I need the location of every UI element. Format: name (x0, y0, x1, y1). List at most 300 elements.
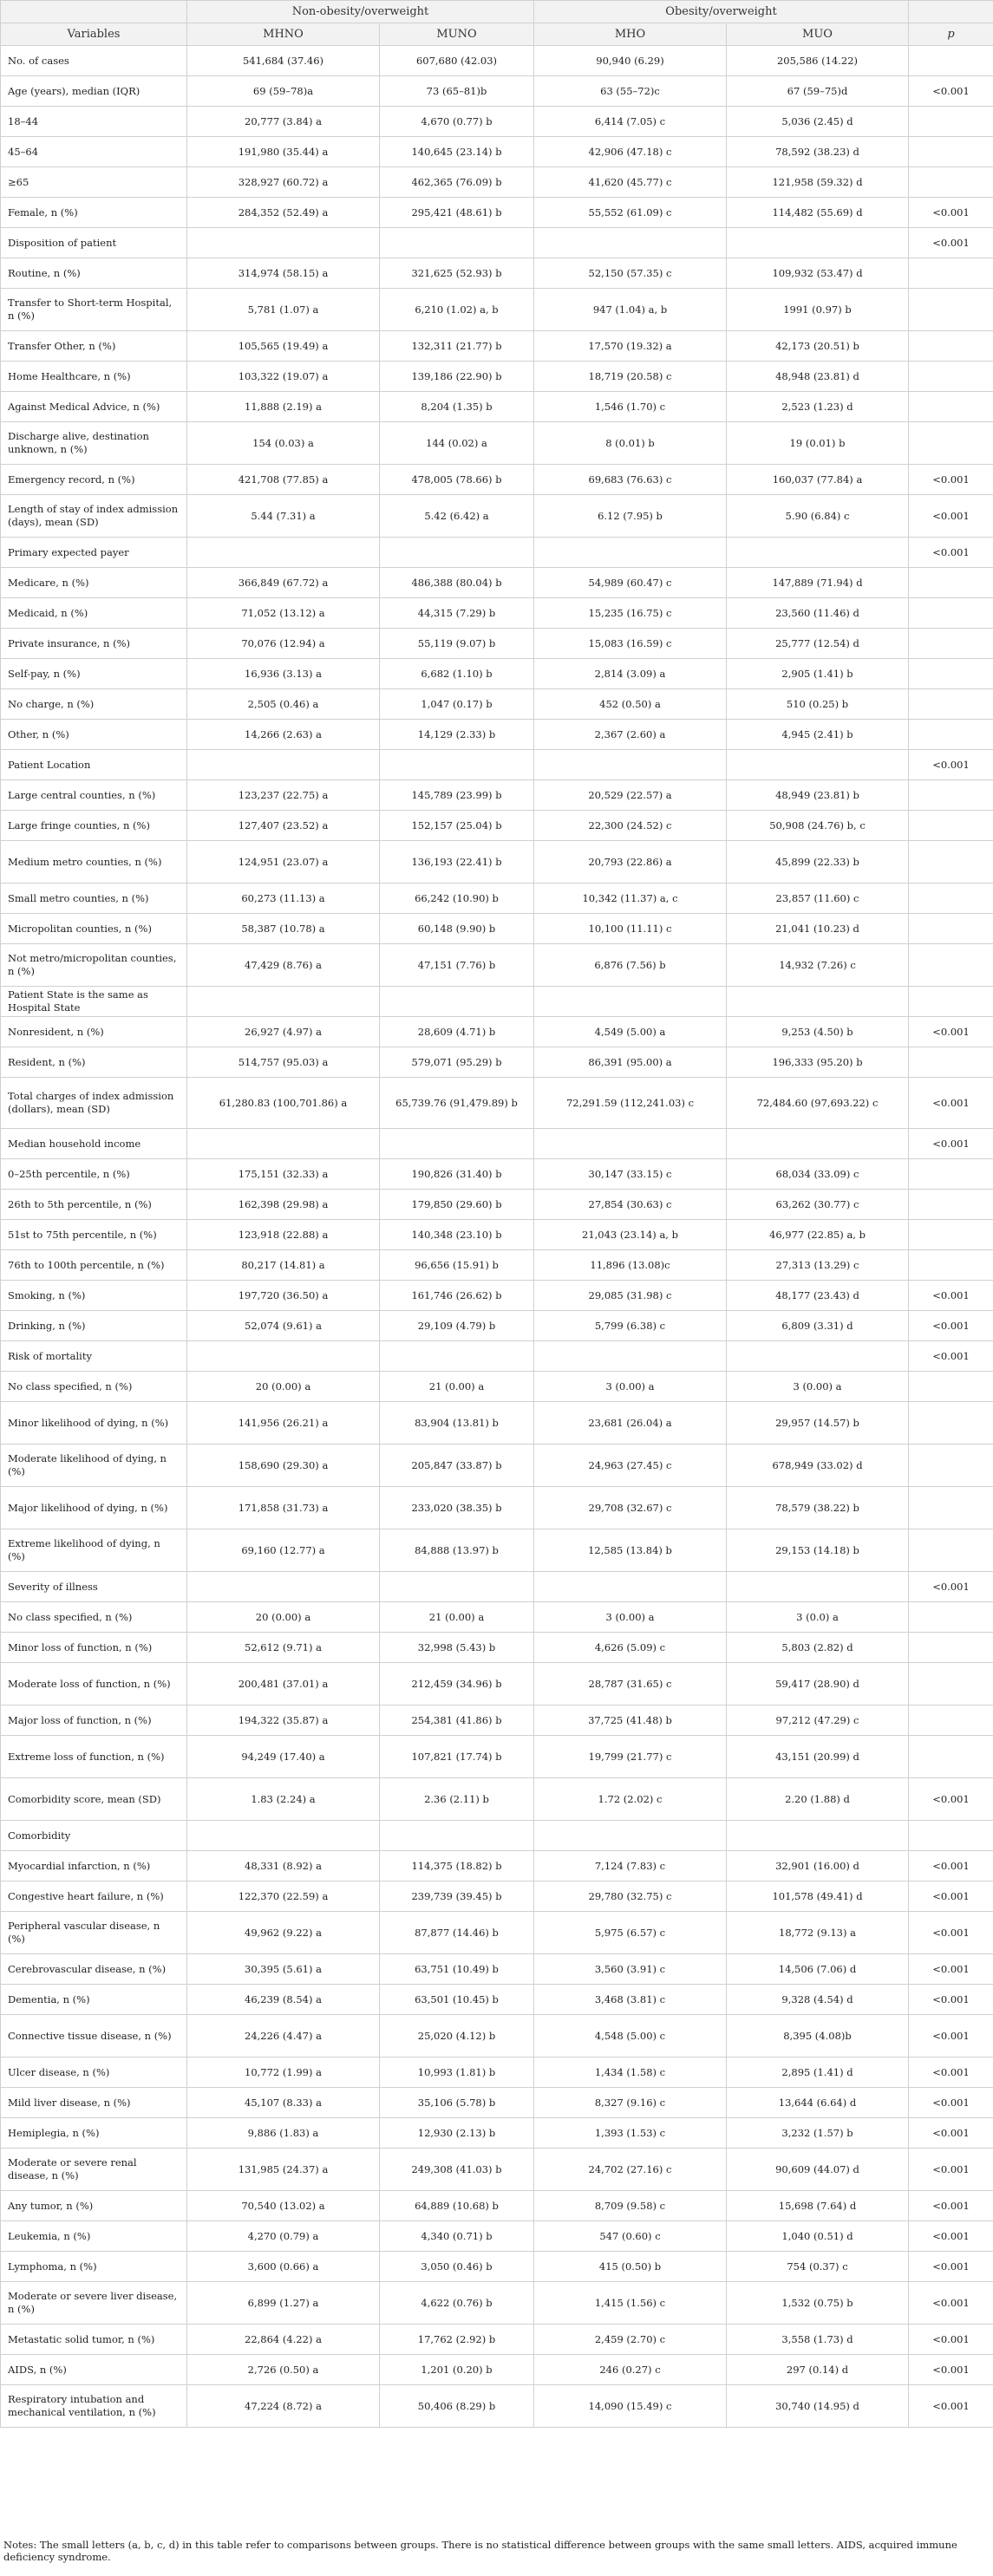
row-label: Patient Location (1, 750, 187, 780)
cell-mhno: 141,956 (26.21) a (187, 1402, 380, 1445)
cell-muo: 114,482 (55.69) d (727, 198, 909, 228)
header-muo: MUO (727, 23, 909, 46)
row-label: Metastatic solid tumor, n (%) (1, 2325, 187, 2355)
cell-muno: 17,762 (2.92) b (380, 2325, 534, 2355)
cell-p-value: <0.001 (909, 198, 993, 228)
table-body (1, 46, 993, 2428)
cell-mhno: 10,772 (1.99) a (187, 2058, 380, 2088)
cell-muo: 754 (0.37) c (727, 2252, 909, 2282)
cell-muno: 139,186 (22.90) b (380, 362, 534, 392)
cell-muno: 87,877 (14.46) b (380, 1912, 534, 1954)
cell-muno: 179,850 (29.60) b (380, 1190, 534, 1220)
cell-muno: 73 (65–81)b (380, 76, 534, 107)
cell-muno: 44,315 (7.29) b (380, 598, 534, 629)
table-row (1, 841, 993, 884)
cell-muno: 205,847 (33.87) b (380, 1445, 534, 1487)
cell-mho: 52,150 (57.35) c (534, 258, 727, 289)
row-label: Transfer to Short-term Hospital, n (%) (1, 289, 187, 331)
cell-mho: 10,342 (11.37) a, c (534, 884, 727, 914)
cell-muo: 23,857 (11.60) c (727, 884, 909, 914)
row-label: Private insurance, n (%) (1, 629, 187, 659)
cell-mho: 24,963 (27.45) c (534, 1445, 727, 1487)
table-row (1, 331, 993, 362)
cell-mho: 27,854 (30.63) c (534, 1190, 727, 1220)
table-row (1, 1402, 993, 1445)
cell-mhno (187, 1572, 380, 1602)
cell-muno: 14,129 (2.33) b (380, 720, 534, 750)
row-label: Leukemia, n (%) (1, 2221, 187, 2252)
cell-muno: 212,459 (34.96) b (380, 1663, 534, 1705)
cell-p-value (909, 1487, 993, 1529)
cell-p-value (909, 1445, 993, 1487)
cell-mho: 72,291.59 (112,241.03) c (534, 1078, 727, 1129)
row-label: Self-pay, n (%) (1, 659, 187, 689)
cell-mhno: 20,777 (3.84) a (187, 107, 380, 137)
table-row (1, 2088, 993, 2118)
cell-muno: 132,311 (21.77) b (380, 331, 534, 362)
cell-mhno: 541,684 (37.46) (187, 46, 380, 76)
cell-mhno: 5,781 (1.07) a (187, 289, 380, 331)
cell-muno (380, 228, 534, 258)
cell-muo: 1991 (0.97) b (727, 289, 909, 331)
cell-mhno: 171,858 (31.73) a (187, 1487, 380, 1529)
row-label: Against Medical Advice, n (%) (1, 392, 187, 422)
cell-muo: 5,803 (2.82) d (727, 1633, 909, 1663)
cell-p-value (909, 1159, 993, 1190)
cell-mho (534, 1341, 727, 1372)
header-mho: MHO (534, 23, 727, 46)
table-row (1, 1881, 993, 1912)
cell-muo: 18,772 (9.13) a (727, 1912, 909, 1954)
cell-mhno: 175,151 (32.33) a (187, 1159, 380, 1190)
row-label: Risk of mortality (1, 1341, 187, 1372)
cell-mho: 8 (0.01) b (534, 422, 727, 465)
cell-p-value: <0.001 (909, 495, 993, 538)
table-row (1, 137, 993, 167)
cell-muno: 478,005 (78.66) b (380, 465, 534, 495)
cell-p-value: <0.001 (909, 538, 993, 568)
cell-muno: 83,904 (13.81) b (380, 1402, 534, 1445)
cell-muno: 64,889 (10.68) b (380, 2191, 534, 2221)
cell-muno: 84,888 (13.97) b (380, 1529, 534, 1572)
cell-muo: 2,905 (1.41) b (727, 659, 909, 689)
cell-mhno: 70,076 (12.94) a (187, 629, 380, 659)
cell-mho: 18,719 (20.58) c (534, 362, 727, 392)
cell-muo: 5.90 (6.84) c (727, 495, 909, 538)
cell-p-value: <0.001 (909, 750, 993, 780)
cell-muo: 27,313 (13.29) c (727, 1250, 909, 1281)
cell-muo: 4,945 (2.41) b (727, 720, 909, 750)
cell-muo (727, 750, 909, 780)
cell-muno: 140,645 (23.14) b (380, 137, 534, 167)
cell-mho: 3,560 (3.91) c (534, 1954, 727, 1985)
cell-mhno: 47,224 (8.72) a (187, 2385, 380, 2428)
row-label: Total charges of index admission (dollars), mean (SD) (1, 1078, 187, 1129)
cell-muno: 607,680 (42.03) (380, 46, 534, 76)
table-row (1, 720, 993, 750)
cell-mho: 2,367 (2.60) a (534, 720, 727, 750)
cell-p-value: <0.001 (909, 2325, 993, 2355)
cell-muo: 147,889 (71.94) d (727, 568, 909, 598)
row-label: Length of stay of index admission (days), mean (SD) (1, 495, 187, 538)
cell-p-value (909, 689, 993, 720)
row-label: No class specified, n (%) (1, 1602, 187, 1633)
cell-mhno: 24,226 (4.47) a (187, 2015, 380, 2058)
table-row (1, 2325, 993, 2355)
table-row (1, 46, 993, 76)
cell-mhno: 421,708 (77.85) a (187, 465, 380, 495)
cell-muo: 63,262 (30.77) c (727, 1190, 909, 1220)
row-label: Severity of illness (1, 1572, 187, 1602)
cell-mho: 4,626 (5.09) c (534, 1633, 727, 1663)
cell-p-value: <0.001 (909, 2015, 993, 2058)
header-p (909, 23, 993, 46)
row-label: 76th to 100th percentile, n (%) (1, 1250, 187, 1281)
table-row (1, 1851, 993, 1881)
table-row (1, 1778, 993, 1821)
cell-mhno: 6,899 (1.27) a (187, 2282, 380, 2325)
row-label: Hemiplegia, n (%) (1, 2118, 187, 2149)
table-row (1, 1912, 993, 1954)
cell-mhno: 122,370 (22.59) a (187, 1881, 380, 1912)
cell-mhno: 60,273 (11.13) a (187, 884, 380, 914)
table-row (1, 944, 993, 987)
table-row (1, 568, 993, 598)
cell-p-value: <0.001 (909, 1311, 993, 1341)
row-label: Lymphoma, n (%) (1, 2252, 187, 2282)
cell-mho: 28,787 (31.65) c (534, 1663, 727, 1705)
cell-muno: 60,148 (9.90) b (380, 914, 534, 944)
cell-mhno: 52,612 (9.71) a (187, 1633, 380, 1663)
row-label: Mild liver disease, n (%) (1, 2088, 187, 2118)
table-row (1, 362, 993, 392)
cell-mho: 4,548 (5.00) c (534, 2015, 727, 2058)
cell-muo (727, 228, 909, 258)
cell-mhno: 20 (0.00) a (187, 1602, 380, 1633)
table-row (1, 392, 993, 422)
cell-p-value (909, 1705, 993, 1736)
table-row (1, 1220, 993, 1250)
cell-mho: 69,683 (76.63) c (534, 465, 727, 495)
cell-mho: 6.12 (7.95) b (534, 495, 727, 538)
cell-muno: 3,050 (0.46) b (380, 2252, 534, 2282)
cell-mhno: 366,849 (67.72) a (187, 568, 380, 598)
table-row (1, 2058, 993, 2088)
row-label: Extreme loss of function, n (%) (1, 1736, 187, 1778)
row-label: Moderate likelihood of dying, n (%) (1, 1445, 187, 1487)
cell-muno (380, 1341, 534, 1372)
cell-mhno: 4,270 (0.79) a (187, 2221, 380, 2252)
row-label: Micropolitan counties, n (%) (1, 914, 187, 944)
table-row (1, 598, 993, 629)
cell-p-value (909, 659, 993, 689)
cell-p-value: <0.001 (909, 76, 993, 107)
cell-muo: 3 (0.0) a (727, 1602, 909, 1633)
table-row (1, 495, 993, 538)
cell-p-value (909, 1402, 993, 1445)
cell-muo: 50,908 (24.76) b, c (727, 811, 909, 841)
cell-muo: 5,036 (2.45) d (727, 107, 909, 137)
cell-p-value: <0.001 (909, 1078, 993, 1129)
cell-muno: 55,119 (9.07) b (380, 629, 534, 659)
cell-muo (727, 1341, 909, 1372)
cell-mho (534, 1821, 727, 1851)
cell-p-value (909, 137, 993, 167)
cell-muo: 43,151 (20.99) d (727, 1736, 909, 1778)
cell-muo: 196,333 (95.20) b (727, 1047, 909, 1078)
row-label: Extreme likelihood of dying, n (%) (1, 1529, 187, 1572)
cell-mho: 5,799 (6.38) c (534, 1311, 727, 1341)
cell-mho: 1,546 (1.70) c (534, 392, 727, 422)
cell-muno: 144 (0.02) a (380, 422, 534, 465)
cell-muo: 9,253 (4.50) b (727, 1017, 909, 1047)
cell-muno: 4,622 (0.76) b (380, 2282, 534, 2325)
cell-muno: 21 (0.00) a (380, 1602, 534, 1633)
cell-mhno: 194,322 (35.87) a (187, 1705, 380, 1736)
cell-muno: 29,109 (4.79) b (380, 1311, 534, 1341)
cell-muo: 21,041 (10.23) d (727, 914, 909, 944)
cell-mhno: 328,927 (60.72) a (187, 167, 380, 198)
cell-mhno: 162,398 (29.98) a (187, 1190, 380, 1220)
cell-mhno: 131,985 (24.37) a (187, 2149, 380, 2191)
cell-mhno: 69,160 (12.77) a (187, 1529, 380, 1572)
cell-p-value (909, 914, 993, 944)
table-row (1, 2252, 993, 2282)
cell-mhno: 103,322 (19.07) a (187, 362, 380, 392)
cell-muno: 47,151 (7.76) b (380, 944, 534, 987)
row-label: Small metro counties, n (%) (1, 884, 187, 914)
table-row (1, 2221, 993, 2252)
cell-p-value: <0.001 (909, 1281, 993, 1311)
table-row (1, 629, 993, 659)
table-row (1, 1047, 993, 1078)
cell-mhno (187, 987, 380, 1017)
row-label: Not metro/micropolitan counties, n (%) (1, 944, 187, 987)
cell-mho: 2,459 (2.70) c (534, 2325, 727, 2355)
cell-mhno: 1.83 (2.24) a (187, 1778, 380, 1821)
cell-muo: 90,609 (44.07) d (727, 2149, 909, 2191)
cell-mhno (187, 1341, 380, 1372)
cell-mho: 14,090 (15.49) c (534, 2385, 727, 2428)
row-label: Congestive heart failure, n (%) (1, 1881, 187, 1912)
cell-muo: 13,644 (6.64) d (727, 2088, 909, 2118)
row-label: Emergency record, n (%) (1, 465, 187, 495)
cell-mho: 6,414 (7.05) c (534, 107, 727, 137)
cell-mho: 29,085 (31.98) c (534, 1281, 727, 1311)
cell-muno: 190,826 (31.40) b (380, 1159, 534, 1190)
cell-muo: 2,895 (1.41) d (727, 2058, 909, 2088)
table-row (1, 914, 993, 944)
cell-p-value (909, 987, 993, 1017)
row-label: Smoking, n (%) (1, 1281, 187, 1311)
row-label: Major loss of function, n (%) (1, 1705, 187, 1736)
cell-p-value: <0.001 (909, 2385, 993, 2428)
cell-muno: 25,020 (4.12) b (380, 2015, 534, 2058)
cell-mhno: 47,429 (8.76) a (187, 944, 380, 987)
row-label: 18–44 (1, 107, 187, 137)
cell-mhno: 14,266 (2.63) a (187, 720, 380, 750)
cell-mho (534, 987, 727, 1017)
cell-muno: 579,071 (95.29) b (380, 1047, 534, 1078)
cell-p-value (909, 629, 993, 659)
cell-muo (727, 538, 909, 568)
table-row (1, 689, 993, 720)
cell-p-value: <0.001 (909, 1778, 993, 1821)
cell-p-value: <0.001 (909, 1129, 993, 1159)
table-row (1, 1445, 993, 1487)
cell-p-value (909, 1190, 993, 1220)
table-row (1, 2282, 993, 2325)
cell-mhno: 123,237 (22.75) a (187, 780, 380, 811)
table-row (1, 1487, 993, 1529)
table-row (1, 1190, 993, 1220)
table-row (1, 1281, 993, 1311)
cell-mhno: 127,407 (23.52) a (187, 811, 380, 841)
cell-mhno: 200,481 (37.01) a (187, 1663, 380, 1705)
cell-muo: 97,212 (47.29) c (727, 1705, 909, 1736)
cell-muo: 205,586 (14.22) (727, 46, 909, 76)
row-label: Large central counties, n (%) (1, 780, 187, 811)
cell-muno: 2.36 (2.11) b (380, 1778, 534, 1821)
row-label: No charge, n (%) (1, 689, 187, 720)
row-label: Resident, n (%) (1, 1047, 187, 1078)
cell-p-value (909, 46, 993, 76)
cell-mhno: 123,918 (22.88) a (187, 1220, 380, 1250)
cell-p-value: <0.001 (909, 1912, 993, 1954)
cell-muo: 59,417 (28.90) d (727, 1663, 909, 1705)
cell-mho: 11,896 (13.08)c (534, 1250, 727, 1281)
cell-p-value (909, 1602, 993, 1633)
cell-muno: 21 (0.00) a (380, 1372, 534, 1402)
row-label: Moderate loss of function, n (%) (1, 1663, 187, 1705)
header-variables: Variables (1, 23, 187, 46)
row-label: Comorbidity score, mean (SD) (1, 1778, 187, 1821)
cell-muo: 8,395 (4.08)b (727, 2015, 909, 2058)
cell-muno: 1,047 (0.17) b (380, 689, 534, 720)
row-label: Medicare, n (%) (1, 568, 187, 598)
table-row (1, 422, 993, 465)
cell-p-value (909, 1821, 993, 1851)
cell-muo: 78,579 (38.22) b (727, 1487, 909, 1529)
row-label: Routine, n (%) (1, 258, 187, 289)
cell-muno: 114,375 (18.82) b (380, 1851, 534, 1881)
table-row (1, 76, 993, 107)
cell-muo: 25,777 (12.54) d (727, 629, 909, 659)
cell-mho: 19,799 (21.77) c (534, 1736, 727, 1778)
cell-muo: 46,977 (22.85) a, b (727, 1220, 909, 1250)
cell-muno: 295,421 (48.61) b (380, 198, 534, 228)
header-row-groups (1, 1, 993, 23)
header-p-text: p (947, 28, 955, 41)
table-row (1, 289, 993, 331)
cell-muo: 6,809 (3.31) d (727, 1311, 909, 1341)
row-label: Disposition of patient (1, 228, 187, 258)
cell-muo: 30,740 (14.95) d (727, 2385, 909, 2428)
cell-muno: 249,308 (41.03) b (380, 2149, 534, 2191)
cell-mhno: 26,927 (4.97) a (187, 1017, 380, 1047)
cell-mho: 23,681 (26.04) a (534, 1402, 727, 1445)
table-row (1, 1341, 993, 1372)
table-row (1, 1633, 993, 1663)
cell-p-value: <0.001 (909, 1572, 993, 1602)
cell-p-value: <0.001 (909, 2355, 993, 2385)
cell-muno: 4,670 (0.77) b (380, 107, 534, 137)
cell-mhno: 30,395 (5.61) a (187, 1954, 380, 1985)
row-label: No. of cases (1, 46, 187, 76)
cell-mhno: 48,331 (8.92) a (187, 1851, 380, 1881)
cell-muno: 321,625 (52.93) b (380, 258, 534, 289)
row-label: Median household income (1, 1129, 187, 1159)
table-row (1, 884, 993, 914)
row-label: Dementia, n (%) (1, 1985, 187, 2015)
cell-p-value: <0.001 (909, 2191, 993, 2221)
cell-p-value (909, 362, 993, 392)
cell-p-value (909, 331, 993, 362)
cell-muno: 6,682 (1.10) b (380, 659, 534, 689)
cell-mho: 29,780 (32.75) c (534, 1881, 727, 1912)
row-label: Home Healthcare, n (%) (1, 362, 187, 392)
cell-mhno: 46,239 (8.54) a (187, 1985, 380, 2015)
table-row (1, 1372, 993, 1402)
cell-mhno (187, 1821, 380, 1851)
cell-muno: 239,739 (39.45) b (380, 1881, 534, 1912)
cell-mhno: 154 (0.03) a (187, 422, 380, 465)
cell-muo: 101,578 (49.41) d (727, 1881, 909, 1912)
cell-p-value (909, 167, 993, 198)
cell-mhno: 70,540 (13.02) a (187, 2191, 380, 2221)
row-label: 0–25th percentile, n (%) (1, 1159, 187, 1190)
cell-mho (534, 750, 727, 780)
cell-mho: 63 (55–72)c (534, 76, 727, 107)
cell-mhno: 2,726 (0.50) a (187, 2355, 380, 2385)
header-spacer (1, 1, 187, 23)
cell-p-value (909, 1372, 993, 1402)
cell-mho: 10,100 (11.11) c (534, 914, 727, 944)
cell-muo: 3 (0.00) a (727, 1372, 909, 1402)
cell-mhno: 514,757 (95.03) a (187, 1047, 380, 1078)
cell-mho: 21,043 (23.14) a, b (534, 1220, 727, 1250)
row-label: Large fringe counties, n (%) (1, 811, 187, 841)
cell-muno (380, 750, 534, 780)
table-row (1, 2118, 993, 2149)
cell-p-value: <0.001 (909, 228, 993, 258)
row-label: ≥65 (1, 167, 187, 198)
cell-p-value: <0.001 (909, 2149, 993, 2191)
cell-mhno: 124,951 (23.07) a (187, 841, 380, 884)
cell-mho: 15,083 (16.59) c (534, 629, 727, 659)
cell-p-value (909, 289, 993, 331)
cell-mho: 1,415 (1.56) c (534, 2282, 727, 2325)
cell-mhno: 45,107 (8.33) a (187, 2088, 380, 2118)
cell-p-value: <0.001 (909, 465, 993, 495)
cell-p-value (909, 780, 993, 811)
cell-mho (534, 228, 727, 258)
table-row (1, 987, 993, 1017)
table-row (1, 2149, 993, 2191)
cell-mhno: 61,280.83 (100,701.86) a (187, 1078, 380, 1129)
cell-p-value: <0.001 (909, 1341, 993, 1372)
table-row (1, 1985, 993, 2015)
header-group-obese: Obesity/overweight (534, 1, 909, 23)
cell-mho: 1.72 (2.02) c (534, 1778, 727, 1821)
cell-mho: 8,709 (9.58) c (534, 2191, 727, 2221)
cell-mho: 41,620 (45.77) c (534, 167, 727, 198)
cell-mhno: 2,505 (0.46) a (187, 689, 380, 720)
table-row (1, 258, 993, 289)
cell-p-value: <0.001 (909, 2058, 993, 2088)
cell-mho: 22,300 (24.52) c (534, 811, 727, 841)
row-label: No class specified, n (%) (1, 1372, 187, 1402)
